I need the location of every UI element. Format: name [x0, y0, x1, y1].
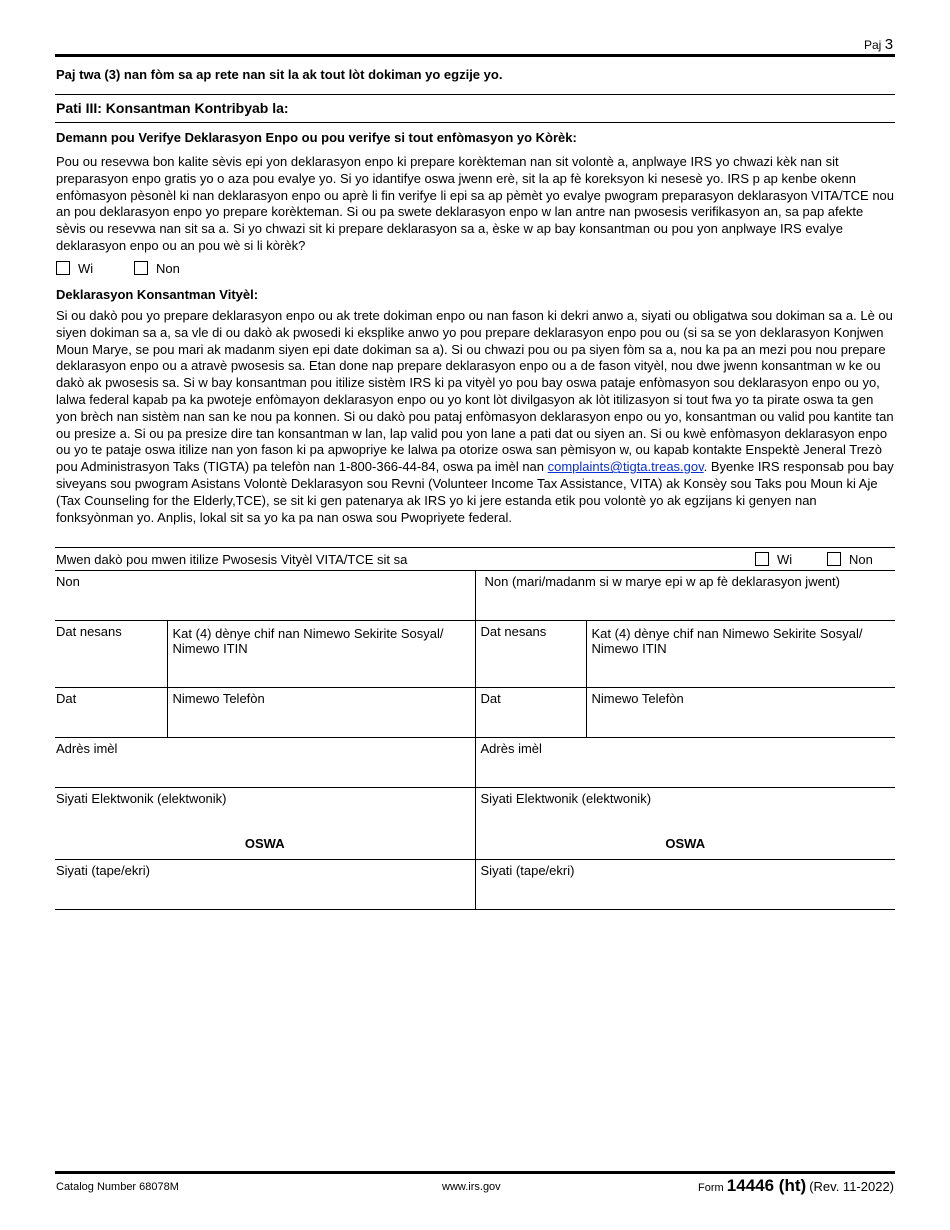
- consent-yes-label: Wi: [777, 552, 793, 567]
- spouse-or-label: OSWA: [665, 836, 706, 851]
- form-prefix: Form: [698, 1182, 724, 1194]
- taxpayer-email-label: Adrès imèl: [56, 741, 118, 756]
- review-yes-checkbox[interactable]: [56, 261, 70, 275]
- spouse-ssn-field[interactable]: [586, 621, 895, 688]
- spouse-signature-label: Siyati (tape/ekri): [480, 863, 575, 878]
- spouse-phone-field[interactable]: [586, 688, 895, 738]
- spouse-email-label: Adrès imèl: [480, 741, 542, 756]
- spouse-esignature-label: Siyati Elektwonik (elektwonik): [480, 791, 652, 806]
- virtual-paragraph: [56, 308, 896, 526]
- taxpayer-ssn-field[interactable]: [167, 621, 475, 688]
- footer-rule: [55, 1171, 895, 1174]
- taxpayer-date-label: Dat: [56, 691, 77, 706]
- form-id: [698, 1176, 894, 1196]
- taxpayer-name-field[interactable]: [55, 571, 475, 621]
- review-paragraph: Pou ou resevwa bon kalite sèvis epi yon deklarasyon enpo ki prepare korèkteman nan sit volontè a, anplwaye IRS yo chwazi kèk nan sit preparasyon enpo gratis yo o aza pou evalye yo. Si yo idantifye oswa jwenn erè, sit la ap fè koreksyon ki nesesè yo. IRS p ap kenbe okenn enfòmasyon pèsonèl ki nan deklarasyon enpo ou aprè li fin verifye li epi sa ap pèmèt yo evalye pwogram preparasyon deklarasyon VITA/TCE nou an pou deklarasyon enpo yo prepare korèkteman. Si ou pa swete deklarasyon enpo w lan antre nan pwosesis verifikasyon an, sa pap afekte sèvis ou resevwa nan sit sa a. Si yo chwazi sit ki prepare deklarasyon sa a, èske w ap bay konsantman ou pou yon anplwaye IRS evalye deklarasyon enpo ou an pou wè si li kòrèk?: [56, 154, 895, 253]
- review-no-label: Non: [156, 261, 180, 276]
- website: www.irs.gov: [442, 1181, 501, 1193]
- part-bottom-rule: [55, 122, 895, 123]
- taxpayer-email-field[interactable]: [55, 738, 475, 788]
- spouse-name-label: Non (mari/madanm si w marye epi w ap fè deklarasyon jwent): [484, 574, 840, 589]
- review-no-checkbox[interactable]: [134, 261, 148, 275]
- taxpayer-date-field[interactable]: [55, 688, 167, 738]
- spouse-ssn-label: Kat (4) dènye chif nan Nimewo Sekirite Sosyal/ Nimewo ITIN: [591, 626, 863, 656]
- taxpayer-dob-field[interactable]: [55, 621, 167, 688]
- spouse-dob-label: Dat nesans: [480, 624, 547, 639]
- taxpayer-dob-label: Dat nesans: [56, 624, 122, 639]
- taxpayer-signature-label: Siyati (tape/ekri): [56, 863, 150, 878]
- taxpayer-name-label: Non: [56, 574, 80, 589]
- spouse-date-label: Dat: [480, 691, 501, 706]
- consent-yes-checkbox[interactable]: [755, 552, 769, 566]
- review-yes-label: Wi: [78, 261, 94, 276]
- taxpayer-esignature-field[interactable]: [55, 788, 475, 860]
- spouse-dob-field[interactable]: [475, 621, 586, 688]
- page-label: Paj: [864, 38, 882, 52]
- signature-table: [55, 570, 895, 910]
- spouse-signature-field[interactable]: [475, 860, 895, 910]
- page-number-value: 3: [884, 36, 894, 53]
- taxpayer-or-label: OSWA: [244, 836, 285, 851]
- virtual-text-after: . Byenke IRS responsab pou bay siveyans sou pwogram Asistans Volontè Deklarasyon sou Revni (Volunteer Income Tax Assistance, VITA) ak Konsèy sou Taks pou Moun ki Aje (Tax Counseling for the Elderly,TCE), se sit ki gen patenarya ak IRS yo ki jere estanda etik pou volontè yo ak egzijans ki genyen nan fonksyònman yo. Anplis, lokal sit sa yo ka pa nan oswa sou Pwopriyete federal.: [56, 459, 894, 525]
- spouse-email-field[interactable]: [475, 738, 895, 788]
- form-revision: (Rev. 11-2022): [809, 1179, 894, 1194]
- part-top-rule: [55, 94, 895, 95]
- review-heading: Demann pou Verifye Deklarasyon Enpo ou pou verifye si tout enfòmasyon yo Kòrèk:: [56, 130, 577, 145]
- taxpayer-ssn-label: Kat (4) dènye chif nan Nimewo Sekirite Sosyal/ Nimewo ITIN: [172, 626, 444, 656]
- top-rule: [55, 54, 895, 57]
- taxpayer-phone-label: Nimewo Telefòn: [172, 691, 265, 706]
- taxpayer-signature-field[interactable]: [55, 860, 475, 910]
- page-instruction: Paj twa (3) nan fòm sa ap rete nan sit la ak tout lòt dokiman yo egzije yo.: [56, 67, 503, 82]
- virtual-text-before: Si ou dakò pou yo prepare deklarasyon enpo ou ak trete dokiman enpo ou nan fason ki dekri anwo a, siyati ou obligatwa sou dokiman sa a. Lè ou siyen dokiman sa a, sa vle di ou dakò ak pwosedi ki eksplike anwo yo pou prepare deklarasyon enpo pou ou (si sa se yon deklarasyon Konjwen Moun Marye, se pou mari ak madanm siyen epi date dokiman sa a). Si ou chwazi pou ou pa siyen fòm sa a, nou ka pa an mezi pou nou prepare deklarasyon enpo ou a atravè pwosesis sa. Etan done nap prepare deklarasyon enpo ou a de fason vityèl, nou dwe jwenn konsantman w ke ou dakò ak pwosesis sa. Si w bay konsantman pou itilize sistèm IRS ki pa vityèl yo pou bay oswa pataje enfòmasyon sou deklarasyon enpo ou yo, lalwa federal kapab pa ka pwoteje enfòmayon deklarasyon enpo ou yo kont lòt divilgasyon ak lòt itilizasyon si tout fwa yo ta pirate oswa ta gen yon brèch nan sistèm nan san ke nou pa konnen. Si ou dakò pou pataj enfòmasyon deklarasyon enpo ou yo, konsantman ou valid pou kantite tan ou presize a. Si ou pa presize dire tan konsantman w lan, lap valid pou yon lane a pati dat ou siyen an. Si ou kwè enfòmasyon deklarasyon enpo ou yo te pataje oswa itilize nan yon fason ki pa apwopriye ke lalwa pa otorize oswa san pèmisyon w, ou kapab kontakte Enspektè Jeneral Trezò pou Administrasyon Taks (TIGTA) pa telefòn nan 1-800-366-44-84, oswa pa imèl nan: [56, 308, 894, 475]
- consent-no-label: Non: [849, 552, 873, 567]
- spouse-phone-label: Nimewo Telefòn: [591, 691, 684, 706]
- catalog-number: Catalog Number 68078M: [56, 1181, 179, 1193]
- consent-question: Mwen dakò pou mwen itilize Pwosesis Vityèl VITA/TCE sit sa: [56, 552, 408, 567]
- form-number: 14446 (ht): [726, 1176, 807, 1195]
- spouse-esignature-field[interactable]: [475, 788, 895, 860]
- page-number: [864, 36, 893, 53]
- spouse-name-field[interactable]: [475, 571, 895, 621]
- consent-no-checkbox[interactable]: [827, 552, 841, 566]
- part3-title: Pati III: Konsantman Kontribyab la:: [56, 100, 289, 116]
- tigta-email-link[interactable]: complaints@tigta.treas.gov: [547, 459, 704, 475]
- taxpayer-esignature-label: Siyati Elektwonik (elektwonik): [56, 791, 227, 806]
- spouse-date-field[interactable]: [475, 688, 586, 738]
- taxpayer-phone-field[interactable]: [167, 688, 475, 738]
- virtual-heading: Deklarasyon Konsantman Vityèl:: [56, 287, 259, 302]
- consent-top-rule: [55, 547, 895, 548]
